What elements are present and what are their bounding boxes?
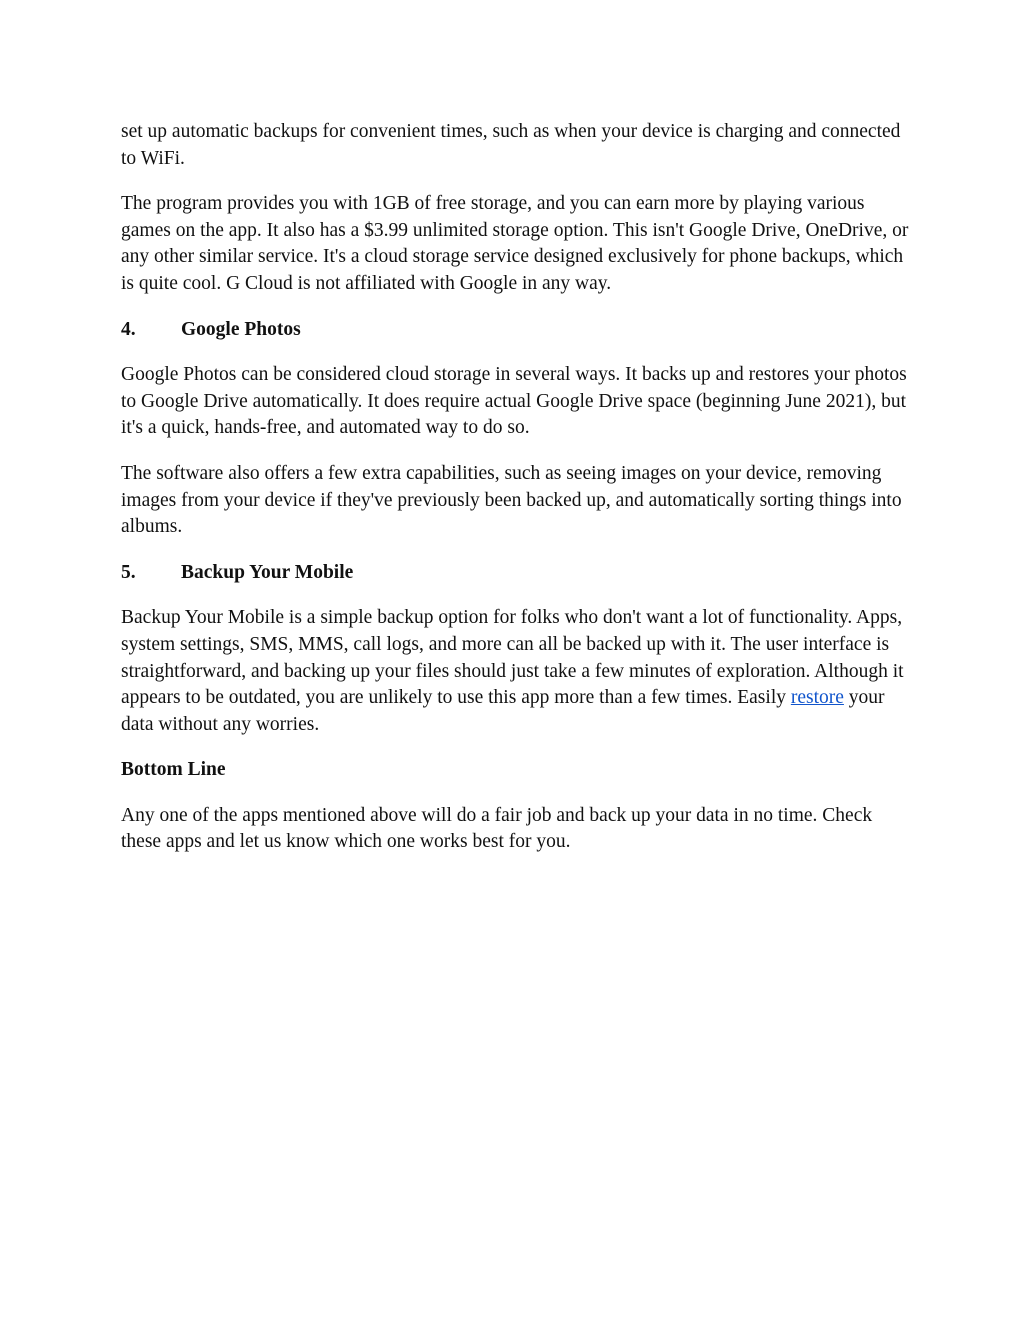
heading-backup-your-mobile bbox=[121, 560, 911, 587]
paragraph-text: your data without any worries. bbox=[121, 687, 885, 735]
restore-link[interactable]: restore bbox=[790, 687, 844, 709]
heading-title: Backup Your Mobile bbox=[181, 561, 354, 583]
paragraph-backup-your-mobile bbox=[121, 605, 911, 738]
heading-title: Google Photos bbox=[181, 318, 301, 340]
heading-bottom-line: Bottom Line bbox=[121, 759, 226, 781]
heading-number: 5. bbox=[121, 561, 136, 583]
paragraph-conclusion: Any one of the apps mentioned above will do a fair job and back up your data in no time. Check these apps and let us know which one works best for you. bbox=[121, 804, 873, 853]
heading-number: 4. bbox=[121, 318, 136, 340]
paragraph-backup-schedule: set up automatic backups for convenient times, such as when your device is charging and connected to WiFi. bbox=[121, 121, 901, 169]
paragraph-google-photos-intro: Google Photos can be considered cloud storage in several ways. It backs up and restores your photos to Google Drive automatically. It does require actual Google Drive space (beginning June 2021), but it's a quick, hands-free, and automated way to do so. bbox=[121, 364, 907, 439]
paragraph-text: Backup Your Mobile is a simple backup option for folks who don't want a lot of functionality. Apps, system settings, SMS, MMS, call logs, and more can all be backed up with it. The user interface is straightforward, and backing up your files should just take a few minutes of exploration. Although it appears to be outdated, you are unlikely to use this app more than a few times. Easily bbox=[121, 607, 904, 709]
paragraph-google-photos-features: The software also offers a few extra capabilities, such as seeing images on your device, removing images from your device if they've previously been backed up, and automatically sorting things into albums. bbox=[121, 462, 902, 538]
document-page bbox=[121, 119, 911, 875]
paragraph-g-cloud-storage: The program provides you with 1GB of free storage, and you can earn more by playing various games on the app. It also has a $3.99 unlimited storage option. This isn't Google Drive, OneDrive, or any other similar service. It's a cloud storage service designed exclusively for phone backups, which is quite cool. G Cloud is not affiliated with Google in any way. bbox=[121, 193, 909, 294]
heading-google-photos bbox=[121, 317, 911, 344]
